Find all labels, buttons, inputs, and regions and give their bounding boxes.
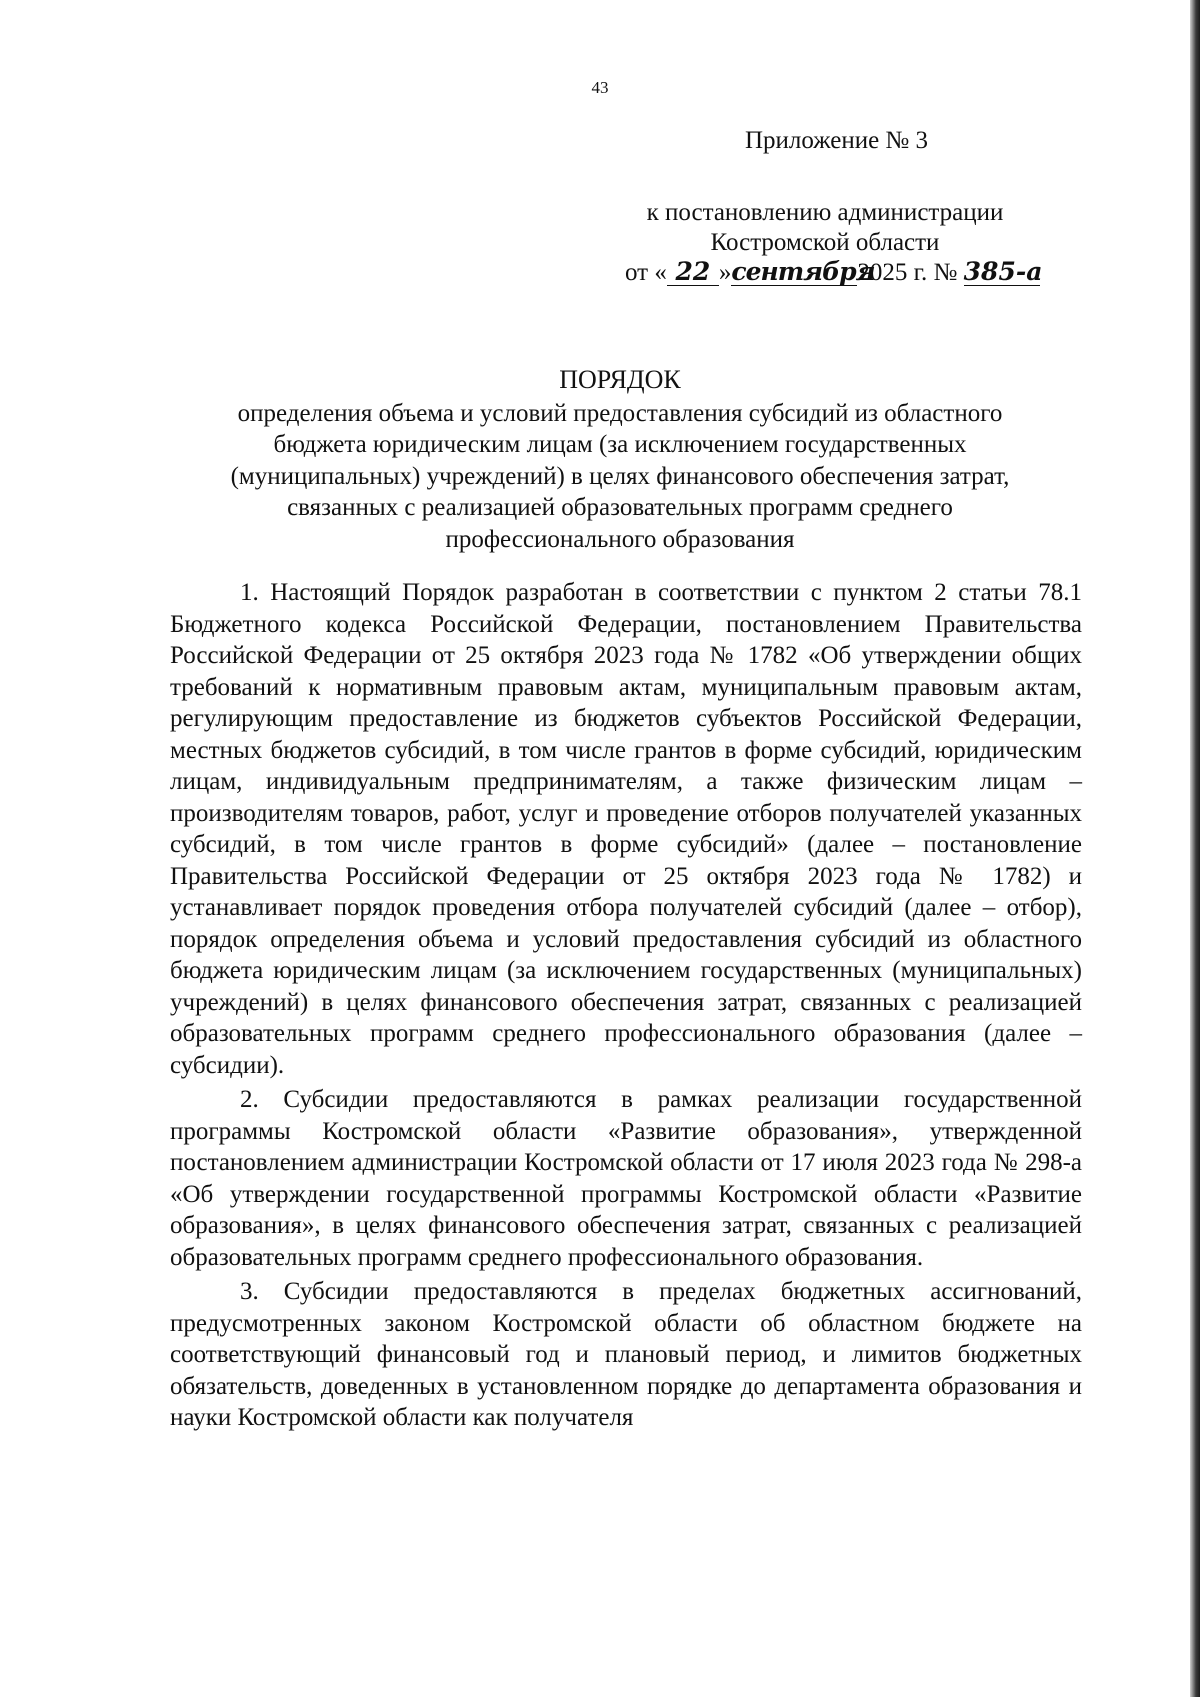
document-title xyxy=(170,364,1070,555)
title-subtitle-line: бюджета юридическим лицам (за исключением государственных xyxy=(273,431,967,458)
title-subtitle-line: (муниципальных) учреждений) в целях финансового обеспечения затрат, xyxy=(230,462,1010,490)
appendix-label: Приложение № 3 xyxy=(745,127,929,154)
decree-year: 2025 г. № xyxy=(857,259,958,286)
paragraph-2: 2. Субсидии предоставляются в рамках реализации государственной программы Костромской области «Развитие образования», утвержденной постановлением администрации Костромской области от 17 июля 2023 года № 298-а «Об утверждении государственной программы Костромской области «Развитие образования», в целях финансового обеспечения затрат, связанных с реализацией образовательных программ среднего профессионального образования. xyxy=(170,1086,1082,1271)
paragraph-3: 3. Субсидии предоставляются в пределах бюджетных ассигнований, предусмотренных законом Костромской области об областном бюджете на соответствующий финансовый год и плановый период, и лимитов бюджетных обязательств, доведенных в установленном порядке до департамента образования и науки Костромской области как получателя xyxy=(170,1278,1082,1431)
title-subtitle-line: профессионального образования xyxy=(445,525,795,553)
decree-line-2: Костромской области xyxy=(710,229,940,256)
handwritten-month: сентября xyxy=(731,257,875,286)
paragraph-1: 1. Настоящий Порядок разработан в соответствии с пунктом 2 статьи 78.1 Бюджетного кодекса Российской Федерации, постановлением Правительства Российской Федерации от 25 октября 2023 года № 1782 «Об утверждении общих требований к нормативным правовым актам, муниципальным правовым актам, регулирующим предоставление из бюджетов субъектов Российской Федерации, местных бюджетов субсидий, в том числе грантов в форме субсидий, юридическим лицам, индивидуальным предпринимателям, а также физическим лицам – производителям товаров, работ, услуг и проведение отборов получателей указанных субсидий, в том числе грантов в форме субсидий» (далее – постановление Правительства Российской Федерации от 25 октября 2023 года № 1782) и устанавливает порядок проведения отбора получателей субсидий (далее – отбор), порядок определения объема и условий предоставления субсидий из областного бюджета юридическим лицам (за исключением государственных (муниципальных) учреждений) в целях финансового обеспечения затрат, связанных с реализацией образовательных программ среднего профессионального образования (далее – субсидии). xyxy=(170,579,1082,1079)
decree-line-1: к постановлению администрации xyxy=(646,199,1004,226)
decree-prefix: от « xyxy=(625,259,667,286)
handwritten-number: 385-а xyxy=(963,257,1043,286)
document-body xyxy=(170,577,1082,1434)
decree-mid: » xyxy=(718,259,732,286)
title-heading: ПОРЯДОК xyxy=(559,365,681,394)
handwritten-day: 22 xyxy=(667,259,719,286)
page-number: 43 xyxy=(591,78,609,97)
title-subtitle-line: определения объема и условий предоставления субсидий из областного xyxy=(237,399,1003,427)
scan-edge-shadow xyxy=(1190,0,1200,1697)
title-subtitle-line: связанных с реализацией образовательных программ среднего xyxy=(287,494,953,521)
decree-reference xyxy=(560,198,1120,288)
decree-date-line xyxy=(625,258,1120,288)
